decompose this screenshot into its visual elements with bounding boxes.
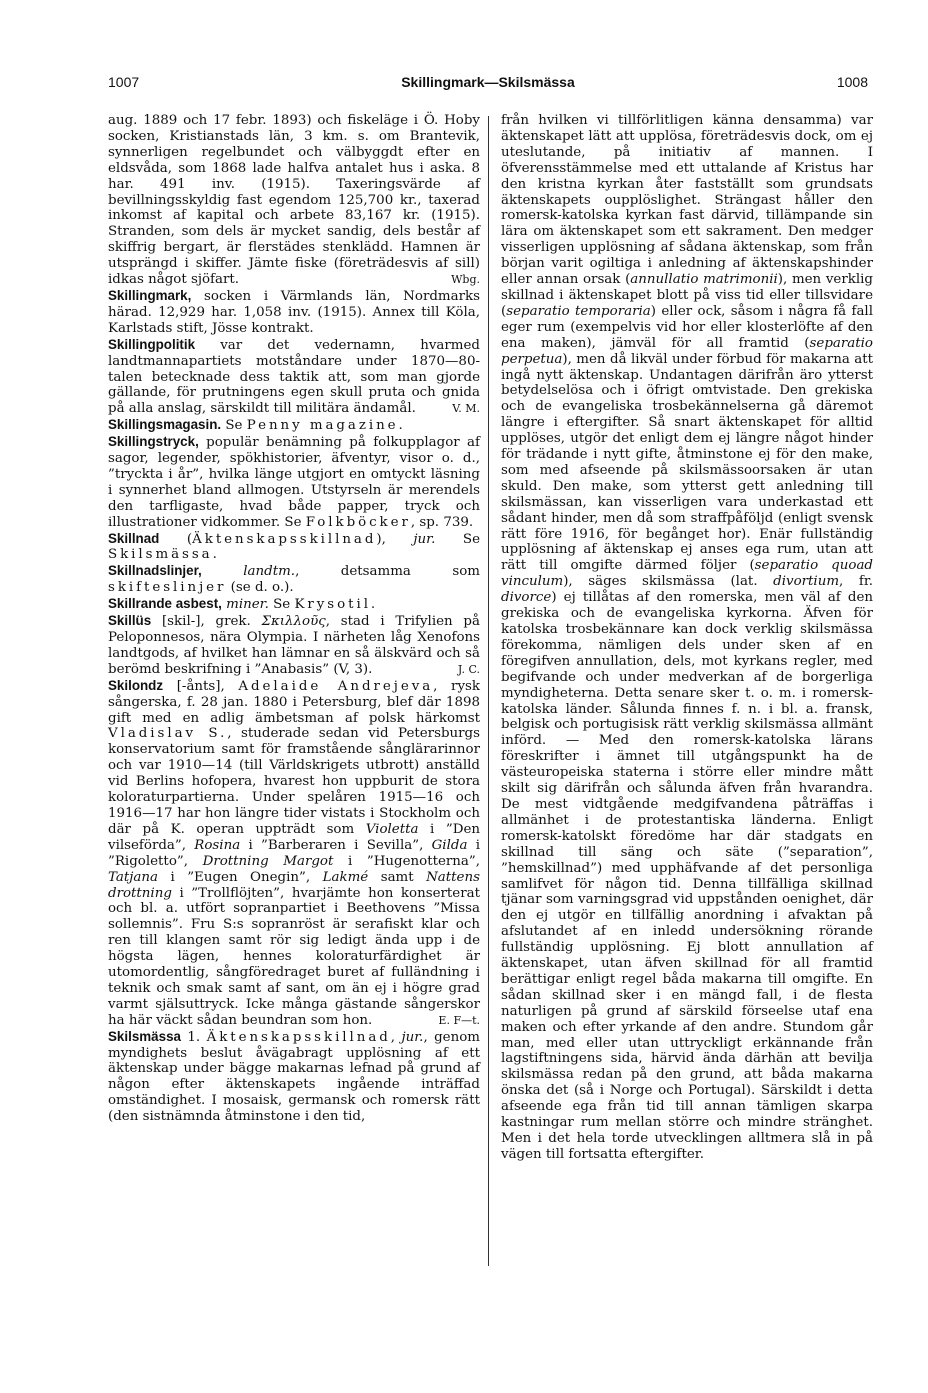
role-name: Rosina <box>194 837 241 853</box>
entry-skilondz <box>108 678 480 1029</box>
author-signature: E. F—t. <box>438 1013 480 1027</box>
role-name: Drottning Margot <box>202 853 334 869</box>
cross-reference: Skilsmässa <box>108 547 213 563</box>
headword: Skillnadslinjer, <box>108 563 202 579</box>
subject-abbrev: landtm. <box>201 564 296 580</box>
cross-reference: Penny magazine <box>246 418 399 434</box>
headword: Skillnad <box>108 530 160 546</box>
page-number-right: 1008 <box>836 74 868 90</box>
entry-text: Se <box>435 531 481 547</box>
latin-term: separatio temporaria <box>506 303 651 319</box>
cross-reference: Äktenskapsskillnad <box>192 531 377 547</box>
headword: Skillingpolitik <box>108 336 196 352</box>
entry-text: [-ånts], <box>163 678 239 694</box>
author-signature: J. C. <box>457 662 480 676</box>
entry-text: [skil-], grek. <box>151 614 262 630</box>
entry-text: . <box>398 418 403 434</box>
entry-skillnad <box>108 531 480 564</box>
role-name: Gilda <box>431 837 468 853</box>
entry-text: . <box>212 547 217 563</box>
latin-term: annullatio matrimonii <box>630 272 778 288</box>
entry-text: . <box>370 597 376 613</box>
entry-text: ( <box>159 531 193 547</box>
running-title: Skillingmark—Skilsmässa <box>401 74 575 90</box>
right-column <box>501 113 873 1163</box>
headword: Skilsmässa <box>108 1028 181 1044</box>
latin-term: divortium <box>773 574 840 590</box>
greek-term: Σκιλλοῦς <box>261 614 326 630</box>
headword: Skillingsmagasin. <box>108 417 222 433</box>
entry-text: i ”Rigoletto”, <box>108 837 480 869</box>
role-name: Violetta <box>365 821 419 837</box>
entry-text: i ”Eugen Onegin”, <box>158 869 323 885</box>
entry-text: ), men då likväl under förbud för makarna att ingå nytt äktenskap. Undantagen därifrån äro ytterst betydelselösa och i öfrigt omtvistade. Den grekiska och de evangeliska trosbekännelserna gå däremot längre i eftergifter. Så snart äktenskapet för alltid upplöses, utgör det enligt dem ej längre något hinder för trädande i nytt gifte, åtminstone ej för den make, som med afseende på skilsmässoorsaken är utan skuld. Den make, som ytterst gett anledning till skilsmässan, kan visserligen vara underkastad ett sådant hinder, men då som straffpåföljd (enligt svensk rätt före 1916, för begånget hor). Enär fullständig upplösning af äktenskap ej anses ega rum, utan att rätt till omgifte därmed följer ( <box>501 351 873 574</box>
entry-skillingmark <box>108 288 480 337</box>
subject-abbrev: jur. <box>401 1029 424 1045</box>
cross-reference: Folkböcker <box>305 514 411 530</box>
entry-text: i ”Trollflöjten”, hvarjämte hon konserterat och bl. a. utfört sopranpartiet i Beethovens ”Missa sollemnis”. Fru S:s sopranröst är serafiskt klar och ren till klangen samt rör sig ledigt ända upp i de högsta lägen, hennes koloraturfärdighet är utomordentlig, sångföredraget buret af fulländning i teknik och smak samt af sant, om än ej i högre grad varmt själsuttryck. Icke många gästande sångerskor ha här väckt sådan beundran som hon. <box>108 885 480 1028</box>
entry-text: samt <box>368 869 427 885</box>
headword: Skillingstryck, <box>108 434 199 450</box>
entry-skillingsmagasin <box>108 417 480 434</box>
entry-text: populär benämning på folkupplagor af sagor, legender, spökhistorier, äfventyr, visor o. d., ”tryckta i år”, hvilka länge utgjort en omtyckt läsning i synnerhet bland allmogen. Utstyrseln är merendels den tarfligaste, hvad både papper, tryck och illustrationer vidkommer. Se <box>108 435 480 530</box>
entry-text: , genom myndighets beslut åvägabragt upplösning af ett äktenskap under bägge makarnas lefnad på grund af någon efter äktenskapets ingående inträffad omständighet. I mosaisk, germansk och romersk rätt (den sistnämnda åtminstone i den tid, <box>108 1029 480 1125</box>
entry-text: i ”Barberaren i Sevilla”, <box>240 837 432 853</box>
entry-text: Se <box>221 418 247 434</box>
role-name: Lakmé <box>322 869 369 885</box>
entry-skillingstryck <box>108 434 480 530</box>
entry-text: ) ej tillåtas af den romerska, men väl af den grekiska och de evangeliska kyrkorna. Äfven för katolska trosbekännare kan dock verklig skilsmässa förekomma, nämligen dels under sken af en föregifven annullation, dels, mot kyrkans regler, med begifvande och under medverkan af de borgerliga myndigheterna. Detta senare sker t. o. m. i romersk-katolska länder. Sålunda finnes f. n. i bl. a. fransk, belgisk och portugisisk rätt verklig skilsmässa allmänt införd. — Med den romersk-katolska lärans föreskrifter i ämnet till utgångspunkt ha de västeuropeiska staterna i större eller mindre mått skilt sig därifrån och sålunda äfven från hvarandra. De mest vidtgående medgifvandena påträffas i allmänhet i de protestantiska länderna. Enligt romersk-katolskt föredöme har där stadgats en skillnad till säng och säte (”separation”, ”hemskillnad”) med upphäfvande af det personliga samlifvet för någon tid. Denna tillfälliga skillnad tjänar som varningsgrad vid uppstånden oenighet, där den ej utgör en tillfällig anordning i afvaktan på afslutandet af en inledd undersökning rörande fullständig upplösning. Ej blott annullation af äktenskapet, utan äfven skillnad för all framtid berättigar enligt regel båda makarna till omgifte. En sådan skillnad sker i en mängd fall, i de flesta naturligen på grund af särskild förseelse utaf ena maken och efter yrkande af den andre. Stundom går man, med eller utan uttryckligt erkännande från lagstiftningens sida, härvid ända därhän att bevilja skilsmässa redan på den grund, att båda makarna önska det (så i Norge och Portugal). Särskildt i detta afseende ega från tid till annan tämligen skarpa kastningar rum mellan större och mindre stränghet. Men i det hela torde utvecklingen alltmera slå in på vägen till fortsatta eftergifter. <box>501 590 873 1162</box>
headword: Skillingmark, <box>108 287 192 303</box>
latin-term: divorce <box>501 590 552 606</box>
entry-skilsmassa-continued <box>501 113 873 1163</box>
headword: Skilondz <box>108 677 164 693</box>
entry-text: var det vedernamn, hvarmed landtmannapartiets motståndare under 1870—80-talen betecknade dess taktik att, som man gjorde gällande, för prutningens egen skull pruta och gnida på alla anslag, särskildt till militära ändamål. <box>108 337 480 417</box>
entry-text: aug. 1889 och 17 febr. 1893) och fiskeläge i Ö. Hoby socken, Kristianstads län, 3 km. s. om Brantevik, synnerligen regelbundet och välbyggdt efter en eldsvåda, som 1868 lade halfva antalet hus i aska. 8 har. 491 inv. (1915). Taxeringsvärde af bevillningsskyldig fast egendom 125,700 kr., taxerad inkomst af kapital och arbete 83,167 kr. (1915). Stranden, som dels är mycket sandig, dels består af skiffrig bergart, är flerstädes stenklädd. Hamnen är utsprängd i skiffer. Jämte fiske (företrädesvis af sill) idkas något sjöfart. <box>108 113 480 288</box>
entry-text: i ”Den vilseförda”, <box>108 821 480 853</box>
person-name: Vladislav S. <box>108 726 228 742</box>
entry-text: socken i Värmlands län, Nordmarks härad. 12,929 har. 1,058 inv. (1915). Annex till Köla, Karlstads stift, Jösse kontrakt. <box>108 288 480 336</box>
entry-text: , sp. 739. <box>410 514 474 530</box>
entry-text: ), men verklig skillnad i äktenskapet blott på viss tid eller tillsvidare ( <box>501 272 873 319</box>
headword: Skillüs <box>108 613 152 629</box>
headword: Skillrande asbest, <box>108 596 222 612</box>
latin-term: separatio quoad vinculum <box>501 558 873 590</box>
entry-text: , detsamma som <box>295 564 481 580</box>
person-name: Adelaide Andrejeva <box>238 678 434 694</box>
entry-text: , stad i Trifylien på Peloponnesos, nära Olympia. I närheten låg Xenofons landtgods, af hvilket han lämnar en så älskvärd och så berömd beskrifning i ”Anabasis” (V, 3). <box>108 614 480 677</box>
entry-text: , fr. <box>839 574 873 590</box>
entry-skillnadslinjer <box>108 563 480 596</box>
entry-text: , <box>390 1029 402 1045</box>
author-signature: Wbg. <box>451 273 480 287</box>
role-name: Nattens drottning <box>108 869 480 901</box>
entry-continuation <box>108 113 480 288</box>
entry-text: ), <box>376 531 414 547</box>
entry-skillus <box>108 613 480 678</box>
page-number-left: 1007 <box>108 74 140 90</box>
column-divider <box>488 116 489 1266</box>
entry-skillingpolitik <box>108 337 480 418</box>
subject-abbrev: miner. <box>221 597 269 613</box>
entry-text: från hvilken vi tillförlitligen känna densamma) var äktenskapet lätt att upplösa, företrädesvis dock, om ej uteslutande, på initiativ af mannen. I öfverensstämmelse med ett uttalande af Kristus har den kristna kyrkan åter fastställt som grundsats äktenskapets oupplöslighet. Strängast håller den romersk-katolska kyrkan fast därvid, tillämpande sin lära om äktenskapet som ett sakrament. Den medger visserligen upplösning af sådana äktenskap, som från början varit ogiltiga i anledning af äktenskapshinder eller annan orsak ( <box>501 113 873 288</box>
entry-text: ), säges skilsmässa (lat. <box>563 574 774 590</box>
entry-text: , rysk sångerska, f. 28 jan. 1880 i Petersburg, blef där 1898 gift med en adlig ämbetsman af polsk härkomst <box>108 678 480 726</box>
author-signature: V. M. <box>452 402 480 416</box>
entry-text: i ”Hugenotterna”, <box>333 853 480 869</box>
entry-text: Se <box>268 597 295 613</box>
entry-skilsmassa <box>108 1029 480 1125</box>
left-column <box>108 113 480 1125</box>
page-header <box>108 74 868 96</box>
entry-text: (se d. o.). <box>226 580 294 596</box>
entry-text: 1. <box>180 1029 207 1045</box>
entry-text: ) eller ock, såsom i några få fall eger rum (exempelvis vid hor eller klosterlöfte af den ena maken), jämväl för all framtid ( <box>501 303 873 351</box>
role-name: Tatjana <box>108 869 158 885</box>
entry-text: , studerade sedan vid Petersburgs konservatorium samt för framstående sånglärarinnor och var 1910—14 (till Världskrigets utbrott) anställd vid Berlins hofopera, hvarest hon uppburit de stora koloraturpartierna. Under spelåren 1915—16 och 1916—17 har hon längre tider vistats i Stockholm och där på K. operan uppträdt som <box>108 726 480 837</box>
subject-abbrev: jur. <box>413 531 436 547</box>
cross-reference: Äktenskapsskillnad <box>206 1029 391 1045</box>
cross-reference: skifteslinjer <box>108 580 227 596</box>
cross-reference: Krysotil <box>294 597 371 613</box>
latin-term: separatio perpetua <box>501 335 873 367</box>
entry-skillrande-asbest <box>108 596 480 613</box>
